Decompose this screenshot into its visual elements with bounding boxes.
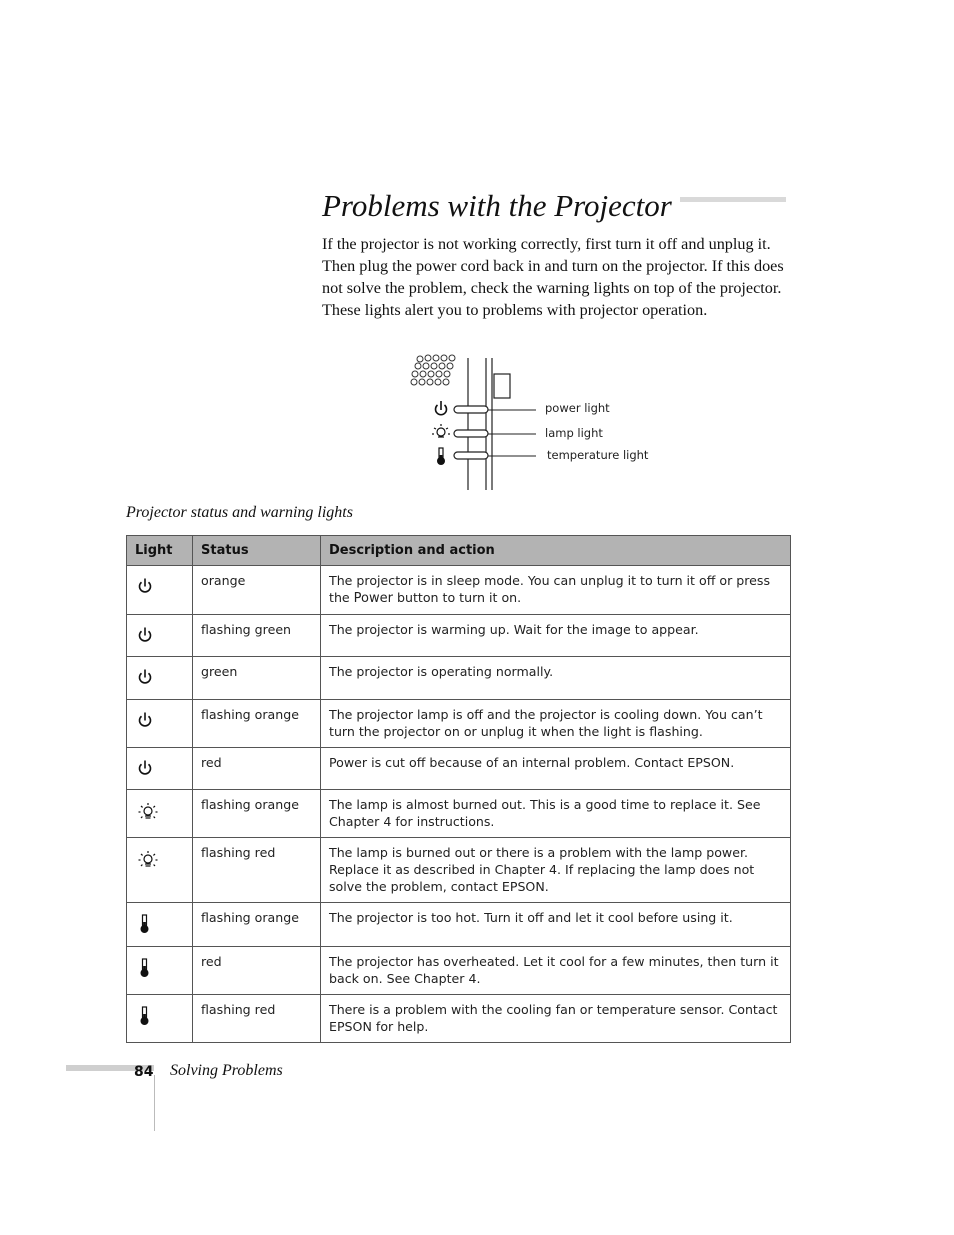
indicator-lenses — [454, 406, 488, 459]
description-text: The projector is operating normally. — [329, 664, 554, 679]
callout-lines — [488, 410, 536, 456]
temperature-light-label: temperature light — [547, 448, 649, 462]
status-table — [126, 535, 791, 1043]
status-cell: flashing green — [193, 615, 321, 657]
lamp-icon — [137, 849, 153, 867]
status-cell: flashing orange — [193, 700, 321, 748]
power-icon — [137, 759, 153, 777]
description-cell — [321, 903, 791, 947]
table-row — [127, 566, 791, 615]
table-caption: Projector status and warning lights — [126, 504, 353, 521]
description-cell — [321, 947, 791, 995]
description-text: The projector is too hot. Turn it off and let it cool before using it. — [329, 910, 733, 925]
power-icon — [137, 668, 153, 686]
description-text: The projector is warming up. Wait for the image to appear. — [329, 622, 699, 637]
table-row — [127, 947, 791, 995]
section-name: Solving Problems — [170, 1062, 283, 1079]
light-cell — [127, 838, 193, 903]
warning-lights-diagram — [400, 352, 660, 494]
table-row — [127, 657, 791, 700]
status-cell: red — [193, 748, 321, 790]
table-row — [127, 748, 791, 790]
description-cell — [321, 657, 791, 700]
header-light: Light — [127, 536, 193, 566]
thermometer-icon — [437, 448, 445, 465]
footer-divider — [154, 1075, 155, 1131]
table-header-row — [127, 536, 791, 566]
table-row — [127, 790, 791, 838]
table-row — [127, 838, 791, 903]
description-cell — [321, 790, 791, 838]
description-cell — [321, 748, 791, 790]
power-icon — [436, 401, 447, 415]
status-cell: flashing red — [193, 995, 321, 1043]
projector-top-illustration — [400, 352, 660, 494]
table-row — [127, 700, 791, 748]
power-icon — [137, 711, 153, 729]
page-title: Problems with the Projector — [322, 184, 680, 228]
description-cell — [321, 615, 791, 657]
thermometer-icon — [137, 1006, 153, 1024]
description-text: The lamp is burned out or there is a problem with the lamp power. Replace it as described in Chapter 4. If replacing the lamp does not solve the problem, contact EPSON. — [329, 845, 755, 894]
status-cell: flashing orange — [193, 790, 321, 838]
description-cell — [321, 700, 791, 748]
power-light-label: power light — [545, 401, 610, 415]
lamp-icon — [432, 424, 450, 437]
light-cell — [127, 790, 193, 838]
status-cell: red — [193, 947, 321, 995]
status-cell: flashing red — [193, 838, 321, 903]
table-row — [127, 615, 791, 657]
description-cell — [321, 838, 791, 903]
thermometer-icon — [137, 914, 153, 932]
description-text-end: button to turn it on. — [392, 590, 522, 605]
status-cell: orange — [193, 566, 321, 615]
description-text: There is a problem with the cooling fan or temperature sensor. Contact EPSON for help. — [329, 1002, 778, 1034]
power-icon — [137, 577, 153, 595]
header-description: Description and action — [321, 536, 791, 566]
description-text: The projector has overheated. Let it cool for a few minutes, then turn it back on. See Chapter 4. — [329, 954, 779, 986]
description-text: Power is cut off because of an internal problem. Contact EPSON. — [329, 755, 735, 770]
light-cell — [127, 657, 193, 700]
light-cell — [127, 947, 193, 995]
thermometer-icon — [137, 958, 153, 976]
description-text: The projector lamp is off and the projector is cooling down. You can’t turn the projector on or unplug it when the light is flashing. — [329, 707, 763, 739]
description-cell — [321, 995, 791, 1043]
light-cell — [127, 995, 193, 1043]
description-cell — [321, 566, 791, 615]
power-icon — [137, 626, 153, 644]
header-status: Status — [193, 536, 321, 566]
light-cell — [127, 903, 193, 947]
table-row — [127, 903, 791, 947]
light-cell — [127, 615, 193, 657]
table-row — [127, 995, 791, 1043]
lamp-light-label: lamp light — [545, 426, 603, 440]
intro-paragraph: If the projector is not working correctly, first turn it off and unplug it. Then plug the power cord back in and turn on the projector. If this does not solve the problem, check the warning lights on top of the projector. These lights alert you to problems with projector operation. — [322, 235, 784, 319]
status-cell: green — [193, 657, 321, 700]
power-button-name: Power — [353, 591, 393, 606]
speaker-grille — [411, 355, 455, 385]
light-cell — [127, 566, 193, 615]
description-text: The projector is in sleep mode. You can unplug it to turn it off or press the — [329, 573, 771, 605]
lamp-icon — [137, 801, 153, 819]
page-number: 84 — [134, 1064, 154, 1080]
status-cell: flashing orange — [193, 903, 321, 947]
description-text: The lamp is almost burned out. This is a good time to replace it. See Chapter 4 for instructions. — [329, 797, 761, 829]
light-cell — [127, 748, 193, 790]
light-cell — [127, 700, 193, 748]
